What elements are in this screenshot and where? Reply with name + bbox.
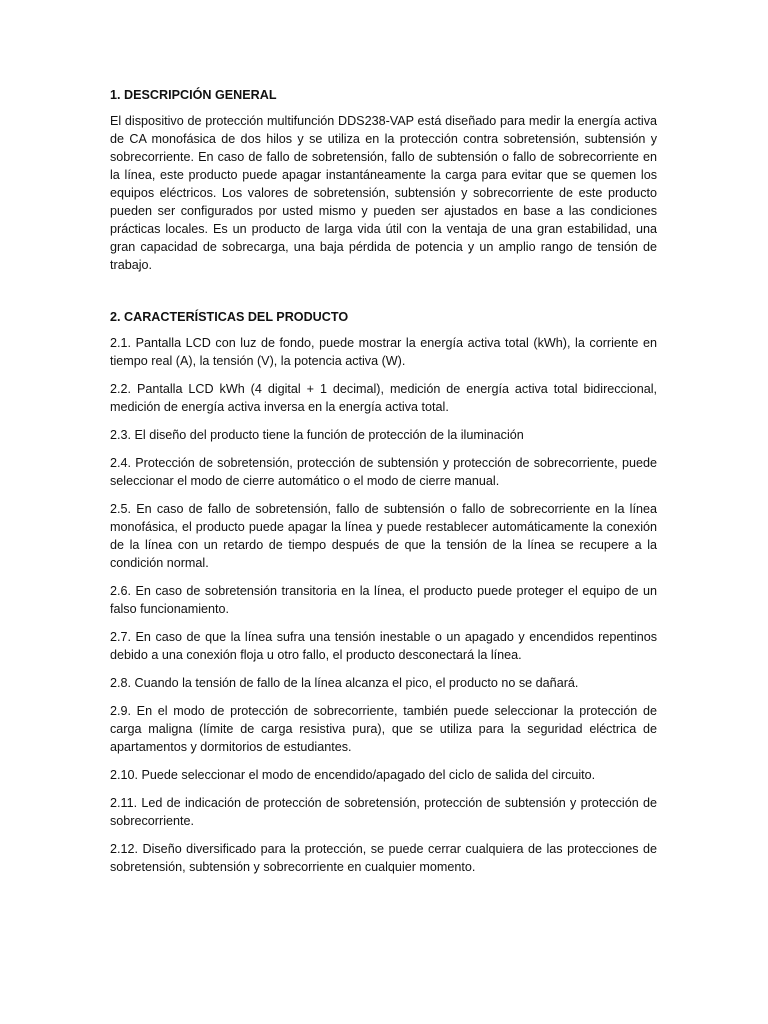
feature-item-2-1: 2.1. Pantalla LCD con luz de fondo, puede mostrar la energía activa total (kWh), la corriente en tiempo real (A), la tensión (V), la potencia activa (W). [110, 336, 657, 368]
feature-item-2-9: 2.9. En el modo de protección de sobrecorriente, también puede seleccionar la protección de carga maligna (límite de carga resistiva pura), que se utiliza para la seguridad eléctrica de apartamentos y dormitorios de estudiantes. [110, 704, 657, 754]
feature-item-2-5: 2.5. En caso de fallo de sobretensión, fallo de subtensión o fallo de sobrecorriente en la línea monofásica, el producto puede apagar la línea y puede restablecer automáticamente la conexión de la línea con un retardo de tiempo después de que la tensión de la línea se recupere a la condición normal. [110, 502, 657, 570]
feature-item-2-10: 2.10. Puede seleccionar el modo de encendido/apagado del ciclo de salida del circuito. [110, 768, 596, 782]
feature-item-2-11: 2.11. Led de indicación de protección de sobretensión, protección de subtensión y protección de sobrecorriente. [110, 796, 657, 828]
section-2-heading: 2. CARACTERÍSTICAS DEL PRODUCTO [110, 310, 349, 324]
feature-item-2-3: 2.3. El diseño del producto tiene la función de protección de la iluminación [110, 428, 524, 442]
feature-item-2-6: 2.6. En caso de sobretensión transitoria en la línea, el producto puede proteger el equipo de un falso funcionamiento. [110, 584, 657, 616]
section-1-paragraph: El dispositivo de protección multifunción DDS238-VAP está diseñado para medir la energía activa de CA monofásica de dos hilos y se utiliza en la protección contra sobretensión, subtensión y sobrecorriente. En caso de fallo de sobretensión, fallo de subtensión o fallo de sobrecorriente en la línea, este producto puede apagar instantáneamente la carga para evitar que se quemen los equipos eléctricos. Los valores de sobretensión, subtensión y sobrecorriente de este producto pueden ser configurados por usted mismo y pueden ser ajustados en base a las condiciones prácticas locales. Es un producto de larga vida útil con la ventaja de una gran estabilidad, una gran capacidad de sobrecarga, una baja pérdida de potencia y un amplio rango de tensión de trabajo. [110, 114, 657, 272]
feature-item-2-2: 2.2. Pantalla LCD kWh (4 digital + 1 decimal), medición de energía activa total bidireccional, medición de energía activa inversa en la energía activa total. [110, 382, 657, 414]
feature-item-2-12: 2.12. Diseño diversificado para la protección, se puede cerrar cualquiera de las protecciones de sobretensión, subtensión y sobrecorriente en cualquier momento. [110, 842, 657, 874]
feature-item-2-8: 2.8. Cuando la tensión de fallo de la línea alcanza el pico, el producto no se dañará. [110, 676, 579, 690]
feature-item-2-7: 2.7. En caso de que la línea sufra una tensión inestable o un apagado y encendidos repentinos debido a una conexión floja u otro fallo, el producto desconectará la línea. [110, 630, 657, 662]
feature-item-2-4: 2.4. Protección de sobretensión, protección de subtensión y protección de sobrecorriente, puede seleccionar el modo de cierre automático o el modo de cierre manual. [110, 456, 657, 488]
section-1-heading: 1. DESCRIPCIÓN GENERAL [110, 88, 277, 102]
document-page [110, 86, 657, 886]
